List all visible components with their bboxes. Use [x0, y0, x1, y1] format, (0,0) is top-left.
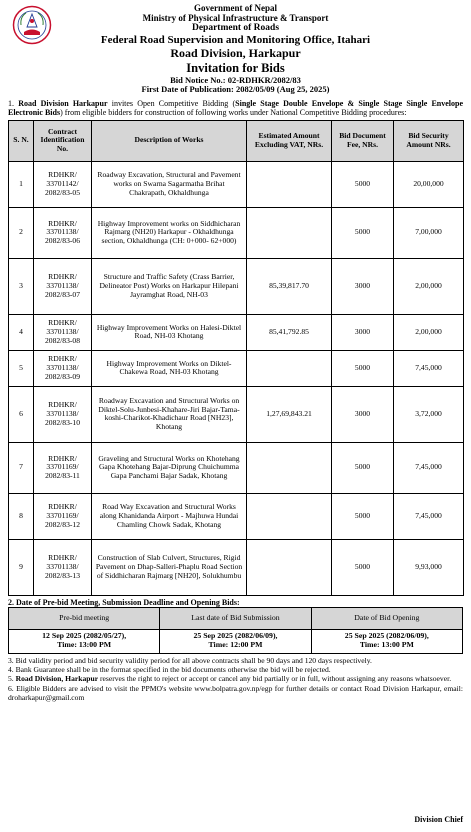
row-bid-security: 7,45,000 [394, 442, 464, 493]
row-contract-id: RDHKR/ 33701138/ 2082/83-10 [34, 386, 92, 442]
opening-time: Time: 13:00 PM [359, 640, 414, 650]
row-sn: 4 [9, 314, 34, 350]
row-estimated-amount: 85,41,792.85 [247, 314, 332, 350]
division-name: Road Division, Harkapur [170, 46, 301, 61]
government-name: Government of Nepal [194, 3, 277, 13]
intro-number: 1. [8, 98, 14, 108]
last-submission-date [160, 629, 311, 653]
row-description: Roadway Excavation and Structural Works on Diktel-Solu-Junbesi-Khahare-Jiri Bajar-Tama-koshi-Charikot-Khadichaur Road [NH23], Khotang [92, 386, 247, 442]
row-document-fee: 5000 [332, 161, 394, 207]
signature-division-chief: Division Chief [414, 815, 463, 824]
note-4: 4. Bank Guarantee shall be in the format specified in the bid documents otherwise the bid will be rejected. [8, 665, 331, 674]
row-sn: 7 [9, 442, 34, 493]
row-contract-id: RDHKR/ 33701138/ 2082/83-09 [34, 350, 92, 386]
row-estimated-amount [247, 350, 332, 386]
note-5 [8, 674, 463, 683]
prebid-time: Time: 13:00 PM [57, 640, 112, 650]
row-description: Highway Improvement Works on Diktel-Chakewa Road, NH-03 Khotang [92, 350, 247, 386]
table-row [9, 207, 464, 258]
row-document-fee: 3000 [332, 258, 394, 314]
row-contract-id: RDHKR/ 33701138/ 2082/83-06 [34, 207, 92, 258]
prebid-date: 12 Sep 2025 (2082/05/27), [42, 631, 127, 641]
note-6: 6. Eligible Bidders are advised to visit the PPMO's website www.bolpatra.gov.np/egp for further details or contact Road Division Harkapur, email: droharkapur@gmail.com [8, 683, 463, 702]
row-document-fee: 5000 [332, 493, 394, 539]
row-description: Structure and Traffic Safety (Crass Barrier, Delineator Post) Works on Harkapur Hilepani Jayramghat Road, NH-03 [92, 258, 247, 314]
row-sn: 3 [9, 258, 34, 314]
section-2-title: 2. Date of Pre-bid Meeting, Submission Deadline and Opening Bids: [8, 597, 240, 607]
header-last-submission: Last date of Bid Submission [160, 607, 311, 629]
intro-division-name: Road Division Harkapur [18, 98, 108, 108]
intro-text-b: ) from eligible bidders for construction of following works under National Competitive Bidding procedures: [60, 108, 407, 118]
row-contract-id: RDHKR/ 33701142/ 2082/83-05 [34, 161, 92, 207]
row-description: Highway Improvement Works on Halesi-Diktel Road, NH-03 Khotang [92, 314, 247, 350]
row-description: Roadway Excavation, Structural and Pavement works on Swarna Sagarmatha Brihat Chakrapath, Okhaldhunga [92, 161, 247, 207]
header-description: Description of Works [92, 120, 247, 161]
document-title: Invitation for Bids [186, 60, 285, 75]
header-prebid-meeting: Pre-bid meeting [9, 607, 160, 629]
row-document-fee: 3000 [332, 386, 394, 442]
note-5-division: Road Division, Harkapur [15, 674, 99, 684]
row-contract-id: RDHKR/ 33701169/ 2082/83-11 [34, 442, 92, 493]
dates-header-row [9, 607, 463, 629]
table-row [9, 493, 464, 539]
row-document-fee: 5000 [332, 539, 394, 595]
note-3: 3. Bid validity period and bid security validity period for all above contracts shall be 90 days and 120 days respectively. [8, 655, 372, 665]
header-document-fee: Bid Document Fee, NRs. [332, 120, 394, 161]
row-sn: 5 [9, 350, 34, 386]
dates-table [8, 607, 463, 654]
row-estimated-amount [247, 442, 332, 493]
row-bid-security: 2,00,000 [394, 258, 464, 314]
table-row [9, 442, 464, 493]
row-bid-security: 7,00,000 [394, 207, 464, 258]
note-5-number: 5. [8, 674, 16, 684]
table-row [9, 539, 464, 595]
office-name: Federal Road Supervision and Monitoring Office, Itahari [100, 33, 371, 46]
row-sn: 1 [9, 161, 34, 207]
row-contract-id: RDHKR/ 33701169/ 2082/83-12 [34, 493, 92, 539]
bid-notice-number: Bid Notice No.: 02-RDHKR/2082/83 [170, 74, 301, 85]
header-contract-id: Contract Identification No. [34, 120, 92, 161]
intro-bid-type: Single Stage Double Envelope & Single Stage Single Envelope Electronic Bids [8, 98, 464, 118]
opening-date: 25 Sep 2025 (2082/06/09), [344, 631, 429, 641]
works-table [8, 120, 464, 596]
row-contract-id: RDHKR/ 33701138/ 2082/83-08 [34, 314, 92, 350]
table-row [9, 314, 464, 350]
publication-date: First Date of Publication: 2082/05/09 (Aug 25, 2025) [141, 84, 330, 95]
submission-time: Time: 12:00 PM [208, 640, 263, 650]
header-estimated-amount: Estimated Amount Excluding VAT, NRs. [247, 120, 332, 161]
row-sn: 2 [9, 207, 34, 258]
row-description: Construction of Slab Culvert, Structures, Rigid Pavement on Dhap-Salleri-Phaplu Road Section of Siddhicharan Rajmarg [NH20], Solukhumbu [92, 539, 247, 595]
row-estimated-amount: 85,39,817.70 [247, 258, 332, 314]
department-name: Department of Roads [191, 23, 280, 34]
header-sn: S. N. [9, 120, 34, 161]
intro-paragraph [8, 99, 463, 118]
table-row [9, 386, 464, 442]
row-estimated-amount [247, 493, 332, 539]
row-bid-security: 3,72,000 [394, 386, 464, 442]
row-description: Highway Improvement works on Siddhicharan Rajmarg (NH20) Harkapur - Okhaldhunga section, Okhaldhunga (CH: 0+000- 62+000) [92, 207, 247, 258]
document-header [8, 3, 463, 95]
row-estimated-amount [247, 539, 332, 595]
submission-date: 25 Sep 2025 (2082/06/09), [193, 631, 278, 641]
row-contract-id: RDHKR/ 33701138/ 2082/83-07 [34, 258, 92, 314]
row-description: Road Way Excavation and Structural Works along Khanidanda Airport - Majhuwa Hundai Chamling Chowk Sadak, Khotang [92, 493, 247, 539]
row-bid-security: 7,45,000 [394, 493, 464, 539]
ministry-name: Ministry of Physical Infrastructure & Transport [142, 13, 329, 24]
row-sn: 6 [9, 386, 34, 442]
nepal-government-emblem-icon [12, 5, 52, 45]
row-document-fee: 3000 [332, 314, 394, 350]
row-description: Graveling and Structural Works on Khotehang Gapa Khotehang Bajar-Diprung Chuichumma Gapa Panchami Bajar Sadak, Khotang [92, 442, 247, 493]
row-bid-security: 7,45,000 [394, 350, 464, 386]
table-row [9, 350, 464, 386]
row-estimated-amount: 1,27,69,843.21 [247, 386, 332, 442]
table-row [9, 161, 464, 207]
row-sn: 8 [9, 493, 34, 539]
row-estimated-amount [247, 161, 332, 207]
row-bid-security: 20,00,000 [394, 161, 464, 207]
header-bid-security: Bid Security Amount NRs. [394, 120, 464, 161]
row-bid-security: 2,00,000 [394, 314, 464, 350]
intro-text-a: invites Open Competitive Bidding ( [107, 98, 236, 108]
header-bid-opening: Date of Bid Opening [311, 607, 462, 629]
notes-section [8, 656, 463, 702]
row-bid-security: 9,93,000 [394, 539, 464, 595]
prebid-meeting-date [9, 629, 160, 653]
bid-opening-date [311, 629, 462, 653]
row-contract-id: RDHKR/ 33701138/ 2082/83-13 [34, 539, 92, 595]
dates-row [9, 629, 463, 653]
row-document-fee: 5000 [332, 207, 394, 258]
row-sn: 9 [9, 539, 34, 595]
row-document-fee: 5000 [332, 350, 394, 386]
note-5-text: reserves the right to reject or accept or cancel any bid partially or in full, without assigning any reasons whatsoever. [98, 674, 452, 684]
row-estimated-amount [247, 207, 332, 258]
row-document-fee: 5000 [332, 442, 394, 493]
table-row [9, 258, 464, 314]
works-table-header-row [9, 120, 464, 161]
